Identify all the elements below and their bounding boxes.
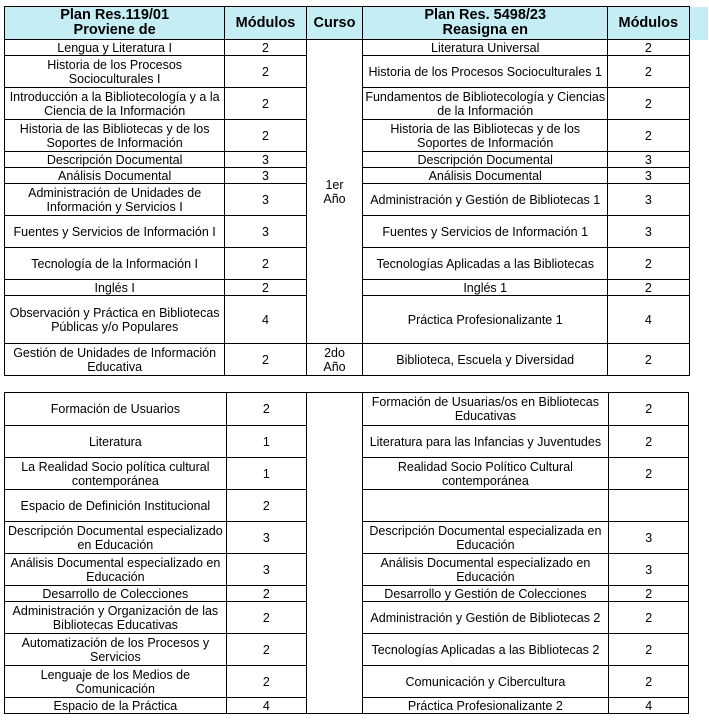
new-subject-cell: Biblioteca, Escuela y Diversidad	[363, 344, 608, 376]
old-subject-cell: Formación de Usuarios	[5, 393, 227, 426]
new-modules-cell: 2	[608, 56, 689, 88]
old-modules-cell: 3	[225, 184, 306, 216]
old-modules-cell: 2	[225, 56, 306, 88]
row-edge	[689, 296, 709, 344]
new-modules-cell: 2	[609, 426, 689, 458]
new-subject-cell: Práctica Profesionalizante 1	[363, 296, 608, 344]
new-subject-cell: Realidad Socio Político Cultural contemporánea	[362, 458, 608, 490]
new-modules-cell: 3	[608, 216, 689, 248]
old-modules-cell: 2	[225, 40, 306, 56]
new-subject-cell: Fuentes y Servicios de Información 1	[363, 216, 608, 248]
equivalence-table-2	[4, 392, 709, 714]
new-subject-cell: Inglés 1	[363, 280, 608, 296]
new-subject-cell: Descripción Documental especializada en Educación	[362, 522, 608, 554]
old-subject-cell: Desarrollo de Colecciones	[5, 586, 227, 602]
header-modulos: Módulos	[225, 7, 306, 40]
new-subject-cell: Desarrollo y Gestión de Colecciones	[362, 586, 608, 602]
row-edge	[689, 152, 709, 168]
row-edge	[689, 458, 709, 490]
row-edge	[689, 490, 709, 522]
old-modules-cell: 2	[226, 666, 306, 698]
new-modules-cell: 2	[608, 280, 689, 296]
old-modules-cell: 2	[226, 393, 306, 426]
old-modules-cell: 2	[225, 344, 306, 376]
row-edge	[689, 40, 709, 56]
old-subject-cell: Descripción Documental	[5, 152, 225, 168]
new-subject-cell: Análisis Documental	[363, 168, 608, 184]
new-subject-cell: Tecnologías Aplicadas a las Bibliotecas	[363, 248, 608, 280]
row-edge	[689, 586, 709, 602]
new-modules-cell	[609, 490, 689, 522]
new-modules-cell: 2	[608, 120, 689, 152]
old-subject-cell: Historia de las Bibliotecas y de los Soportes de Información	[5, 120, 225, 152]
new-subject-cell	[362, 490, 608, 522]
new-modules-cell: 2	[608, 88, 689, 120]
new-modules-cell: 3	[609, 522, 689, 554]
old-modules-cell: 2	[226, 586, 306, 602]
old-subject-cell: Espacio de la Práctica	[5, 698, 227, 714]
old-subject-cell: Tecnología de la Información I	[5, 248, 225, 280]
row-edge	[689, 120, 709, 152]
row-edge	[689, 426, 709, 458]
row-edge	[689, 216, 709, 248]
table-row	[5, 40, 709, 56]
header-from-plan: Plan Res.119/01 Proviene de	[5, 7, 225, 40]
old-subject-cell: Automatización de los Procesos y Servicios	[5, 634, 227, 666]
old-subject-cell: Análisis Documental especializado en Educación	[5, 554, 227, 586]
old-subject-cell: Lengua y Literatura I	[5, 40, 225, 56]
old-modules-cell: 1	[226, 458, 306, 490]
new-modules-cell: 2	[609, 393, 689, 426]
curso-second-year: 2do Año	[306, 344, 363, 376]
new-subject-cell: Literatura para las Infancias y Juventudes	[362, 426, 608, 458]
new-modules-cell: 4	[608, 296, 689, 344]
curso-cell-blank	[307, 393, 363, 714]
new-modules-cell: 2	[608, 344, 689, 376]
row-edge	[689, 168, 709, 184]
old-subject-cell: Fuentes y Servicios de Información I	[5, 216, 225, 248]
old-subject-cell: Historia de los Procesos Socioculturales I	[5, 56, 225, 88]
old-modules-cell: 3	[226, 522, 306, 554]
header-to-plan: Plan Res. 5498/23 Reasigna en	[363, 7, 608, 40]
new-modules-cell: 3	[608, 152, 689, 168]
new-modules-cell: 3	[608, 168, 689, 184]
old-subject-cell: Introducción a la Bibliotecología y a la Ciencia de la Información	[5, 88, 225, 120]
row-edge	[689, 56, 709, 88]
new-subject-cell: Historia de los Procesos Socioculturales 1	[363, 56, 608, 88]
header-edge	[689, 7, 709, 40]
row-edge	[689, 88, 709, 120]
old-modules-cell: 3	[226, 554, 306, 586]
row-edge	[689, 393, 709, 426]
row-edge	[689, 634, 709, 666]
old-modules-cell: 3	[225, 152, 306, 168]
old-subject-cell: La Realidad Socio política cultural contemporánea	[5, 458, 227, 490]
new-modules-cell: 2	[609, 634, 689, 666]
new-subject-cell: Práctica Profesionalizante 2	[362, 698, 608, 714]
row-edge	[689, 280, 709, 296]
old-modules-cell: 4	[226, 698, 306, 714]
header-curso: Curso	[306, 7, 363, 40]
table-header-row	[5, 7, 709, 40]
old-subject-cell: Literatura	[5, 426, 227, 458]
old-subject-cell: Administración de Unidades de Información y Servicios I	[5, 184, 225, 216]
curso-first-year: 1er Año	[306, 40, 363, 344]
new-subject-cell: Formación de Usuarias/os en Bibliotecas Educativas	[362, 393, 608, 426]
new-subject-cell: Análisis Documental especializado en Educación	[362, 554, 608, 586]
old-subject-cell: Gestión de Unidades de Información Educativa	[5, 344, 225, 376]
new-modules-cell: 3	[609, 554, 689, 586]
new-subject-cell: Fundamentos de Bibliotecología y Ciencias de la Información	[363, 88, 608, 120]
new-subject-cell: Administración y Gestión de Bibliotecas 2	[362, 602, 608, 634]
old-subject-cell: Espacio de Definición Institucional	[5, 490, 227, 522]
old-modules-cell: 2	[225, 248, 306, 280]
row-edge	[689, 602, 709, 634]
new-subject-cell: Descripción Documental	[363, 152, 608, 168]
old-modules-cell: 2	[226, 634, 306, 666]
equivalence-table-1	[4, 6, 709, 376]
new-modules-cell: 2	[609, 602, 689, 634]
old-modules-cell: 2	[225, 88, 306, 120]
new-subject-cell: Literatura Universal	[363, 40, 608, 56]
new-modules-cell: 2	[609, 458, 689, 490]
row-edge	[689, 344, 709, 376]
old-modules-cell: 2	[226, 490, 306, 522]
old-modules-cell: 2	[226, 602, 306, 634]
old-subject-cell: Lenguaje de los Medios de Comunicación	[5, 666, 227, 698]
old-modules-cell: 2	[225, 120, 306, 152]
new-subject-cell: Administración y Gestión de Bibliotecas 1	[363, 184, 608, 216]
new-modules-cell: 2	[609, 586, 689, 602]
old-modules-cell: 3	[225, 168, 306, 184]
new-subject-cell: Historia de las Bibliotecas y de los Soportes de Información	[363, 120, 608, 152]
row-edge	[689, 666, 709, 698]
new-modules-cell: 2	[608, 40, 689, 56]
header-modulos-2: Módulos	[608, 7, 689, 40]
old-modules-cell: 2	[225, 280, 306, 296]
new-subject-cell: Tecnologías Aplicadas a las Bibliotecas 2	[362, 634, 608, 666]
new-modules-cell: 2	[609, 666, 689, 698]
new-subject-cell: Comunicación y Cibercultura	[362, 666, 608, 698]
row-edge	[689, 248, 709, 280]
old-modules-cell: 3	[225, 216, 306, 248]
old-subject-cell: Administración y Organización de las Bibliotecas Educativas	[5, 602, 227, 634]
old-subject-cell: Observación y Práctica en Bibliotecas Públicas y/o Populares	[5, 296, 225, 344]
old-subject-cell: Inglés I	[5, 280, 225, 296]
row-edge	[689, 522, 709, 554]
row-edge	[689, 554, 709, 586]
old-subject-cell: Descripción Documental especializado en Educación	[5, 522, 227, 554]
table-row	[5, 344, 709, 376]
new-modules-cell: 4	[609, 698, 689, 714]
row-edge	[689, 184, 709, 216]
new-modules-cell: 2	[608, 248, 689, 280]
old-modules-cell: 4	[225, 296, 306, 344]
old-subject-cell: Análisis Documental	[5, 168, 225, 184]
table-row	[5, 393, 709, 426]
old-modules-cell: 1	[226, 426, 306, 458]
new-modules-cell: 3	[608, 184, 689, 216]
row-edge	[689, 698, 709, 714]
